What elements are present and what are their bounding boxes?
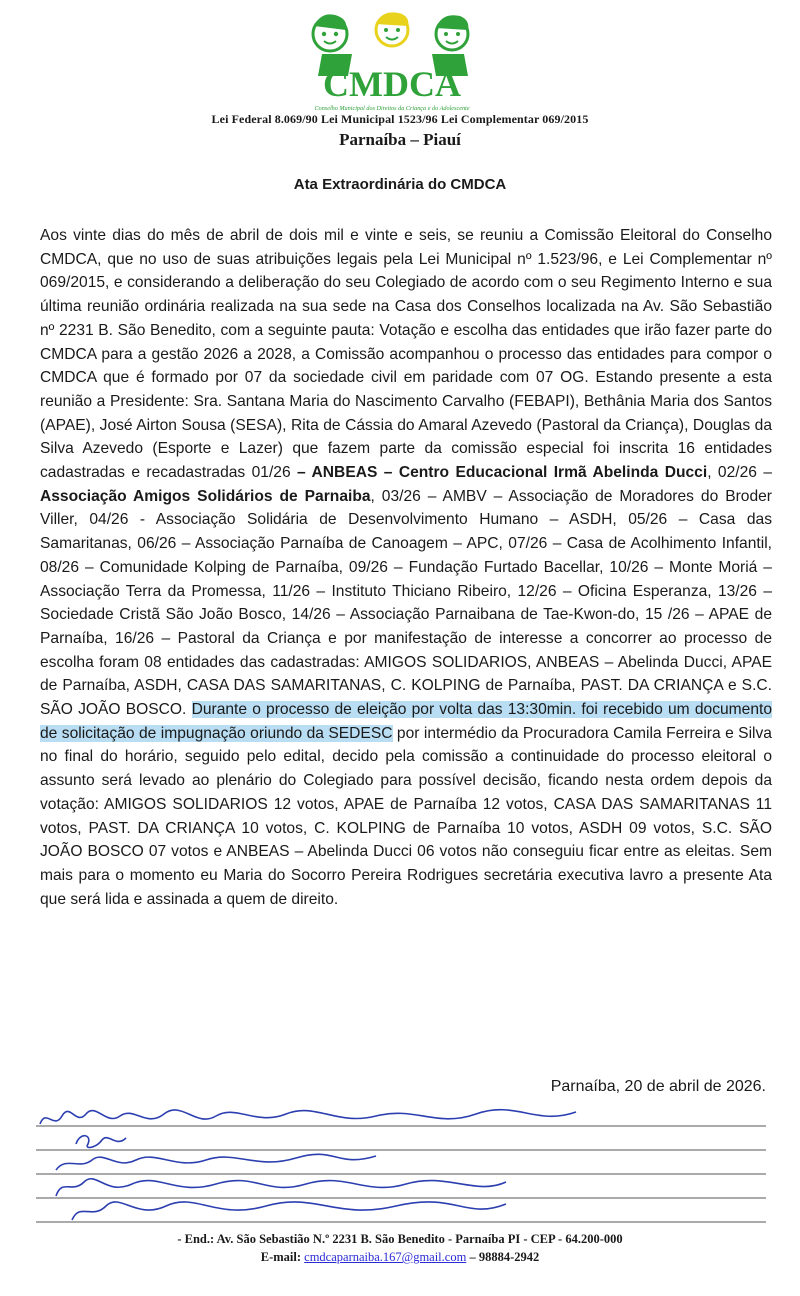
email-link[interactable]: cmdcaparnaiba.167@gmail.com [304,1250,467,1264]
cmdca-logo [292,4,492,116]
phone-number: – 98884-2942 [466,1250,540,1264]
svg-text:CMDCA: CMDCA [323,64,461,104]
footer-address: - End.: Av. São Sebastião N.º 2231 B. São Benedito - Parnaíba PI - CEP - 64.200-000 [177,1232,623,1246]
city-heading: Parnaíba – Piauí [339,130,461,149]
document-title: Ata Extraordinária do CMDCA [293,176,507,193]
email-label: E-mail: [260,1250,302,1264]
bold-entity-anbeas: – ANBEAS – Centro Educacional Irmã Abelinda Ducci [297,464,708,482]
laws-line: Lei Federal 8.069/90 Lei Municipal 1523/96 Lei Complementar 069/2015 [211,112,589,126]
minutes-body [40,224,772,911]
date-line: Parnaíba, 20 de abril de 2026. [550,1078,766,1095]
svg-text:Conselho Municipal dos Direito: Conselho Municipal dos Direitos da Criança e do Adolescente [314,105,470,112]
footer-contact [0,1250,800,1265]
body-text: por intermédio da Procuradora Camila Ferreira e Silva no final do horário, seguido pelo edital, decido pela comissão a continuidade do processo eleitoral o assunto será levado ao plenário do Colegiado para possível decisão, ficando nesta ordem depois da votação: AMIGOS SOLIDARIOS 12 votos, APAE de Parnaíba 12 votos, CASA DAS SAMARITANAS 11 votos, PAST. DA CRIANÇA 10 votos, C. KOLPING de Parnaíba 10 votos, ASDH 09 votos, S.C. SÃO JOÃO BOSCO 07 votos e ANBEAS – Abelinda Ducci 06 votos não conseguiu ficar entre as eleitas. Sem mais para o momento eu Maria do Socorro Pereira Rodrigues secretária executiva lavro a presente Ata que será lida e assinada a quem de direito. [40,724,772,908]
child-figure-middle-icon [376,12,408,46]
body-text: , 02/26 – [707,464,773,482]
bold-entity-amigos: Associação Amigos Solidários de Parnaiba [40,487,371,505]
body-text: Aos vinte dias do mês de abril de dois mil e vinte e seis, se reuniu a Comissão Eleitoral do Conselho CMDCA, que no uso de suas atribuições legais pela Lei Municipal nº 1.523/96, e Lei Complementar nº 069/2015, e considerando a deliberação do seu Colegiado de acordo com o seu Regimento Interno e sua última reunião ordinária realizada na sua sede na Casa dos Conselhos localizada na Av. São Sebastião nº 2231 B. São Benedito, com a seguinte pauta: Votação e escolha das entidades que irão fazer parte do CMDCA para a gestão 2026 a 2028, a Comissão acompanhou o processo das entidades para compor o CMDCA que é formado por 07 da sociedade civil em paridade com 07 OG. Estando presente a esta reunião a Presidente: Sra. Santana Maria do Nascimento Carvalho (FEBAPI), Bethânia Maria dos Santos (APAE), José Airton Sousa (SESA), Rita de Cássia do Amaral Azevedo (Pastoral da Criança), Douglas da Silva Azevedo (Esporte e Lazer) que fazem parte da comissão especial foi inscrita 16 entidades cadastradas e recadastradas 01/26 [40,227,772,482]
highlighted-text: Durante o processo de eleição por volta das 13:30min. foi recebido um documento de solicitação de impugnação oriundo da SEDESC [40,701,772,742]
body-text: , 03/26 – AMBV – Associação de Moradores do Broder Viller, 04/26 - Associação Solidária de Desenvolvimento Humano – ASDH, 05/26 – Casa das Samaritanas, 06/26 – Associação Parnaíba de Canoagem – APC, 07/26 – Casa de Acolhimento Infantil, 08/26 – Comunidade Kolping de Parnaíba, 09/26 – Fundação Furtado Bacellar, 10/26 – Monte Moriá – Associação Terra da Promessa, 11/26 – Instituto Thiciano Ribeiro, 12/26 – Oficina Esperanza, 13/26 – Sociedade Cristã São João Bosco, 14/26 – Associação Parnaibana de Tae-Kwon-do, 15 /26 – APAE de Parnaíba, 16/26 – Pastoral da Criança e por manifestação de interesse a concorrer ao processo de escolha foram 08 entidades das cadastradas: AMIGOS SOLIDARIOS, ANBEAS – Abelinda Ducci, APAE de Parnaíba, ASDH, CASA DAS SAMARITANAS, C. KOLPING de Parnaíba, PAST. DA CRIANÇA e S.C. SÃO JOÃO BOSCO. [40,487,772,719]
signature-area [36,1104,766,1224]
